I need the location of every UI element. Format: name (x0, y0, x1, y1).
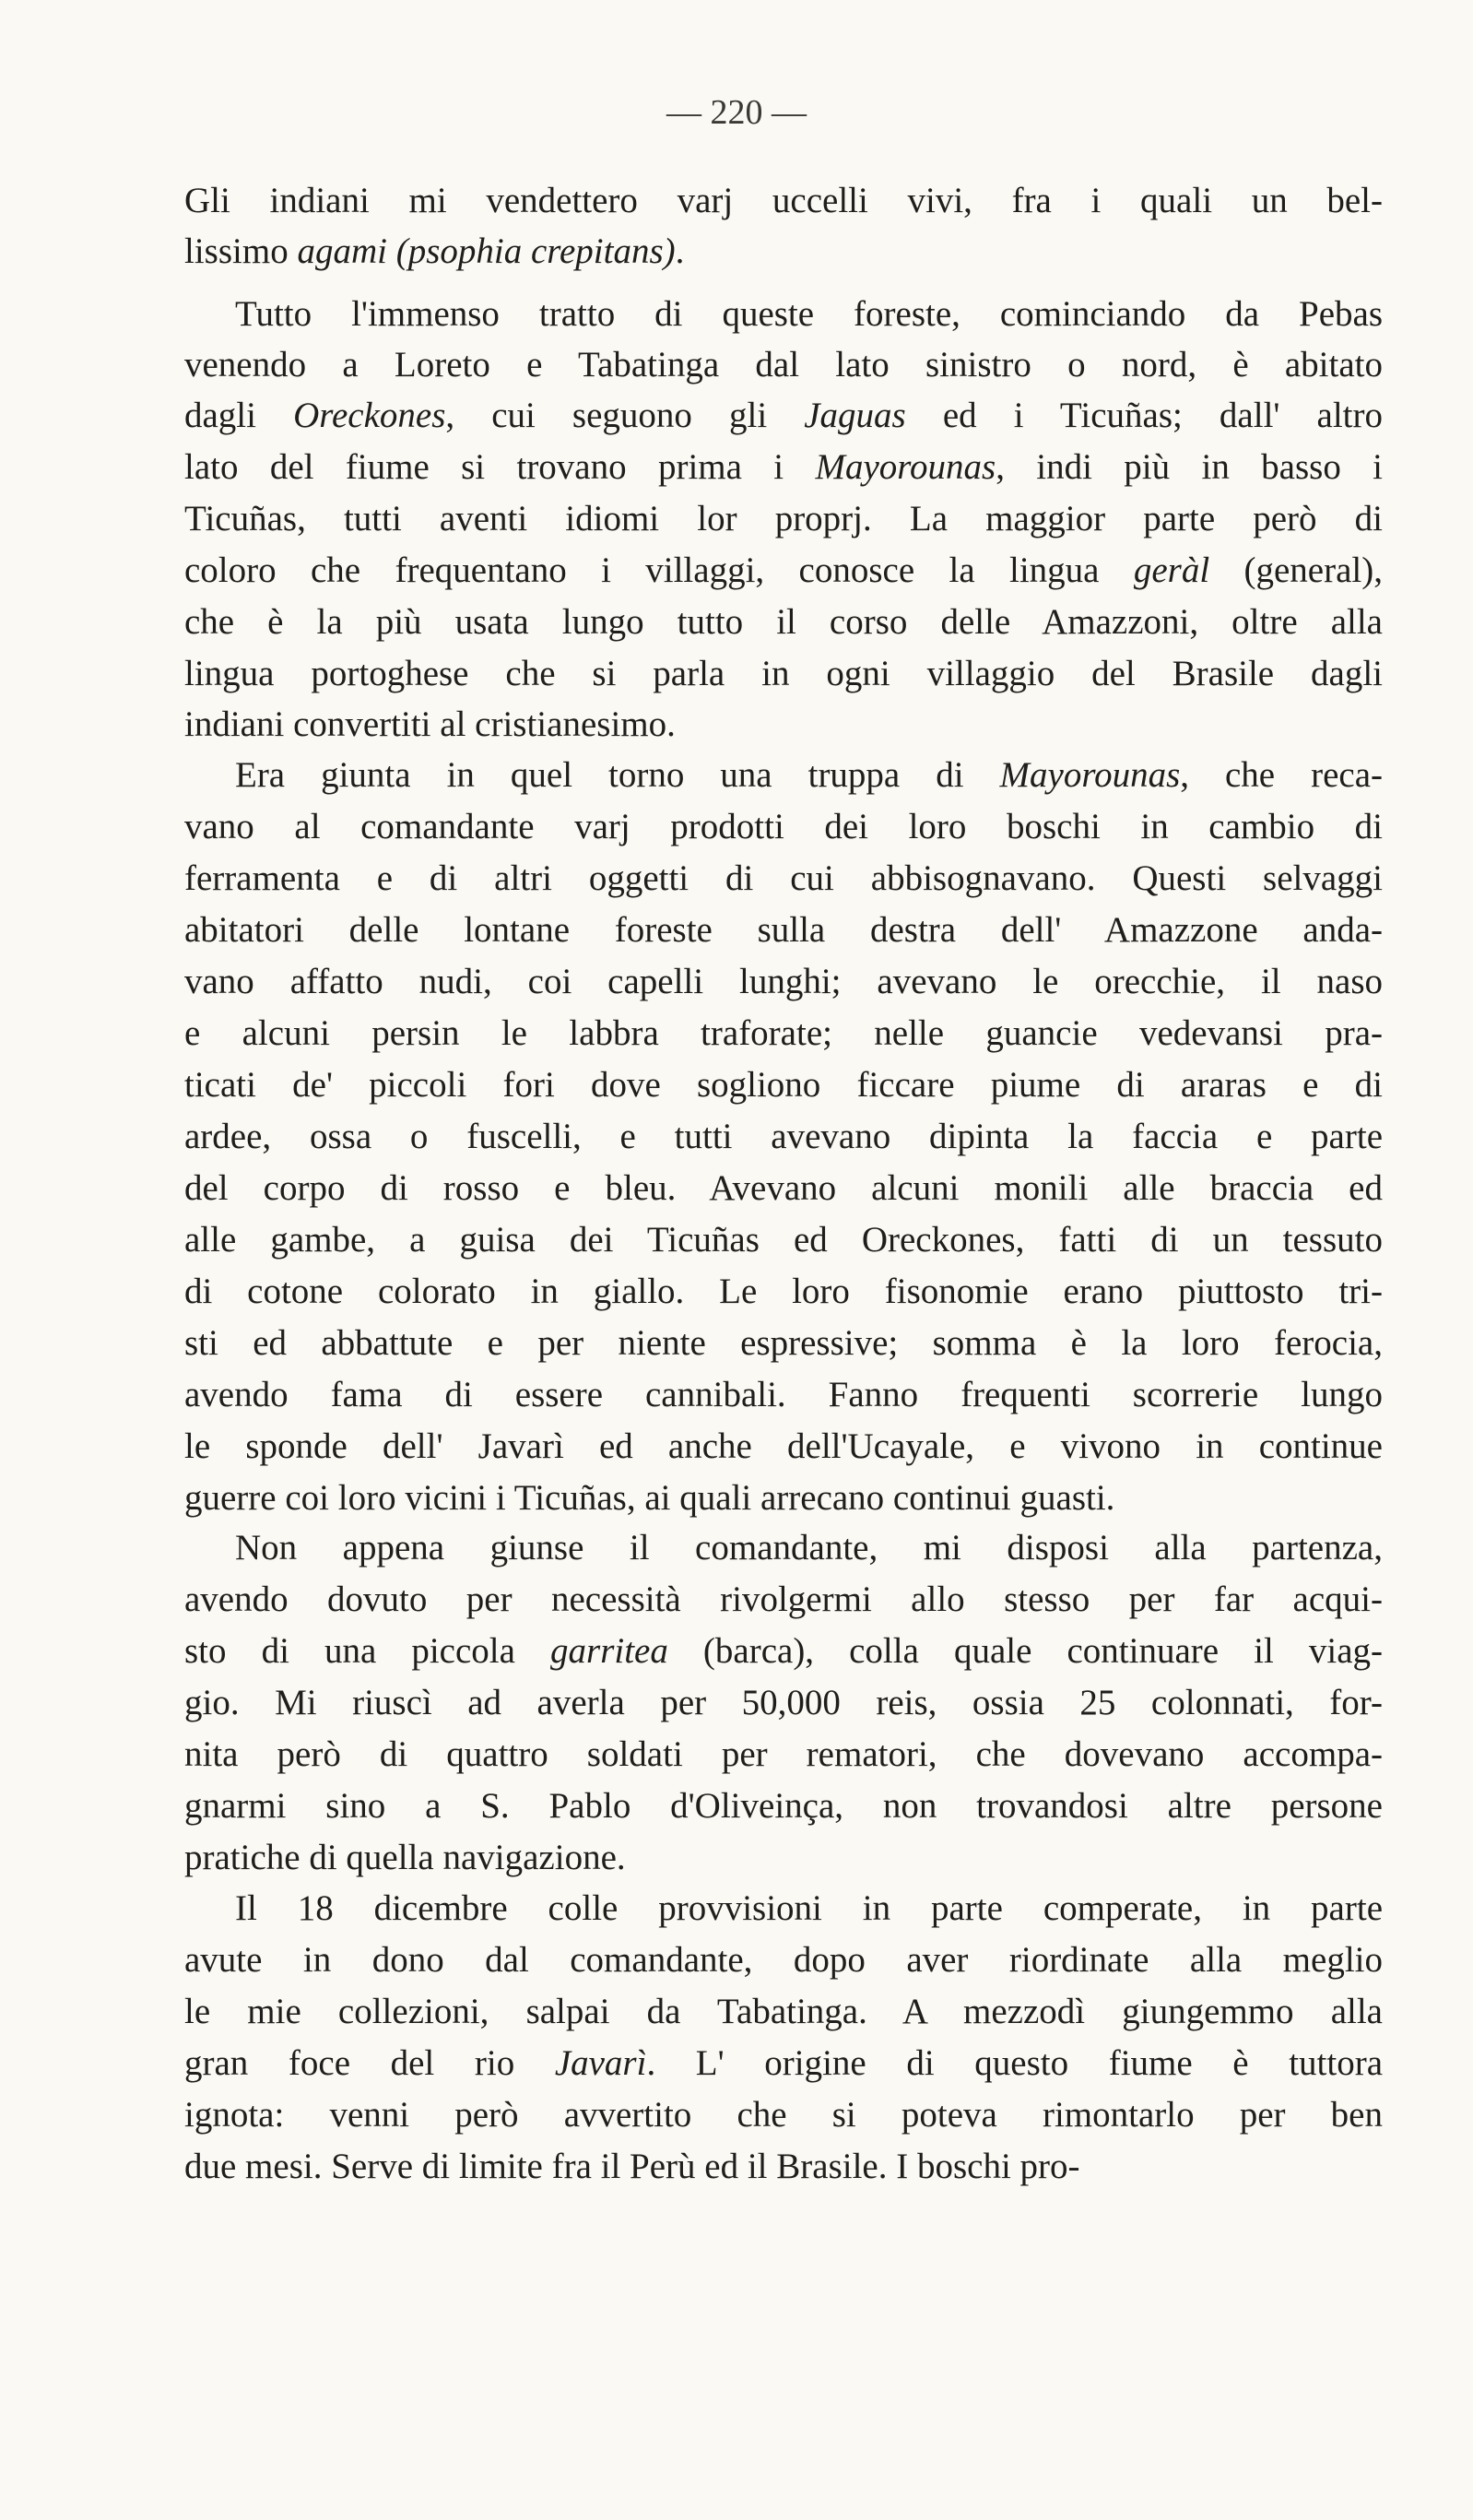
text-segment: (general), (1209, 550, 1383, 590)
text-segment: sti ed abbattute e per niente espressive; somma è la loro ferocia, (184, 1323, 1383, 1363)
text-line (184, 1271, 1383, 1313)
text-segment: Non appena giunse il comandante, mi disposi alla partenza, (235, 1528, 1383, 1568)
text-segment: del corpo di rosso e bleu. Avevano alcuni monili alle braccia ed (184, 1168, 1383, 1208)
text-segment: dagli (184, 396, 294, 435)
text-line (184, 858, 1383, 900)
italic-term: geràl (1133, 550, 1210, 590)
text-segment: che è la più usata lungo tutto il corso delle Amazzoni, oltre alla (184, 602, 1383, 642)
text-line (184, 1939, 1383, 1982)
text-line (184, 1682, 1383, 1724)
page-number: — 220 — (666, 93, 807, 132)
text-segment: . L' origine di questo fiume è tuttora (646, 2043, 1383, 2083)
text-line (184, 909, 1383, 952)
text-line (184, 653, 1383, 695)
text-segment: gio. Mi riuscì ad averla per 50,000 reis, ossia 25 colonnati, for- (184, 1683, 1383, 1722)
text-segment: due mesi. Serve di limite fra il Perù ed il Brasile. I boschi pro- (184, 2147, 1080, 2186)
text-segment: venendo a Loreto e Tabatinga dal lato sinistro o nord, è abitato (184, 345, 1383, 385)
text-line (184, 754, 1383, 797)
text-segment: gran foce del rio (184, 2043, 555, 2083)
text-segment: vano affatto nudi, coi capelli lunghi; avevano le orecchie, il naso (184, 962, 1383, 1001)
text-line (184, 231, 1383, 273)
text-segment: coloro che frequentano i villaggi, conosce la lingua (184, 550, 1134, 590)
text-segment: avendo fama di essere cannibali. Fanno frequenti scorrerie lungo (184, 1375, 1383, 1414)
text-segment: ticati de' piccoli fori dove sogliono ficcare piume di araras e di (184, 1065, 1383, 1105)
text-line (184, 1064, 1383, 1106)
text-line (184, 550, 1383, 592)
text-line (184, 1991, 1383, 2033)
text-segment: nita però di quattro soldati per rematori, che dovevano accompa- (184, 1734, 1383, 1774)
text-segment: ardee, ossa o fuscelli, e tutti avevano dipinta la faccia e parte (184, 1117, 1383, 1156)
text-segment: le mie collezioni, salpai da Tabatinga. A mezzodì giungemmo alla (184, 1992, 1383, 2031)
text-segment: sto di una piccola (184, 1631, 551, 1671)
text-segment: gnarmi sino a S. Pablo d'Oliveinça, non trovandosi altre persone (184, 1786, 1383, 1826)
text-segment: avute in dono dal comandante, dopo aver riordinate alla meglio (184, 1940, 1383, 1980)
text-line (184, 1426, 1383, 1468)
text-line (184, 1579, 1383, 1621)
text-segment: ignota: venni però avvertito che si poteva rimontarlo per ben (184, 2095, 1383, 2135)
text-line (184, 806, 1383, 848)
text-line (184, 293, 1383, 336)
text-segment: lato del fiume si trovano prima i (184, 447, 816, 487)
text-line (184, 498, 1383, 540)
text-line (184, 2042, 1383, 2085)
text-line (184, 1630, 1383, 1673)
text-segment: , indi più in basso i (996, 447, 1383, 487)
text-line (184, 1837, 1383, 1879)
text-segment: , che reca- (1180, 755, 1383, 795)
text-segment: ferramenta e di altri oggetti di cui abbisognavano. Questi selvaggi (184, 858, 1383, 898)
text-segment: Gli indiani mi vendettero varj uccelli vivi, fra i quali un bel- (184, 181, 1383, 220)
text-segment: . (675, 231, 685, 271)
italic-term: Mayorounas (815, 447, 996, 487)
text-line (184, 601, 1383, 644)
text-segment: lingua portoghese che si parla in ogni villaggio del Brasile dagli (184, 654, 1383, 693)
text-segment: vano al comandante varj prodotti dei loro boschi in cambio di (184, 807, 1383, 846)
italic-term: garritea (550, 1631, 668, 1671)
text-line (184, 1167, 1383, 1210)
text-segment: pratiche di quella navigazione. (184, 1838, 626, 1877)
text-line (184, 1219, 1383, 1261)
text-line (184, 2094, 1383, 2136)
text-segment: lissimo (184, 231, 298, 271)
text-segment: indiani convertiti al cristianesimo. (184, 704, 676, 744)
text-segment: Ticuñas, tutti aventi idiomi lor proprj. La maggior parte però di (184, 499, 1383, 538)
text-segment: Tutto l'immenso tratto di queste foreste, cominciando da Pebas (235, 294, 1383, 334)
text-segment: ed i Ticuñas; dall' altro (905, 396, 1383, 435)
text-line (184, 1012, 1383, 1055)
text-line (184, 1887, 1383, 1930)
italic-term: Mayorounas (999, 755, 1181, 795)
italic-term: Javarì (554, 2043, 647, 2083)
text-segment: (barca), colla quale continuare il viag- (667, 1631, 1383, 1671)
italic-term: agami (psophia crepitans) (297, 231, 676, 271)
text-line (184, 446, 1383, 489)
text-line (184, 1733, 1383, 1776)
text-line (184, 1322, 1383, 1365)
text-line (184, 1116, 1383, 1158)
text-line (184, 1785, 1383, 1828)
text-line (184, 344, 1383, 386)
text-line (184, 961, 1383, 1003)
text-segment: alle gambe, a guisa dei Ticuñas ed Oreckones, fatti di un tessuto (184, 1220, 1383, 1260)
text-segment: guerre coi loro vicini i Ticuñas, ai quali arrecano continui guasti. (184, 1478, 1115, 1518)
text-segment: avendo dovuto per necessità rivolgermi allo stesso per far acqui- (184, 1579, 1383, 1619)
text-segment: le sponde dell' Javarì ed anche dell'Ucayale, e vivono in continue (184, 1426, 1383, 1466)
text-line (184, 1374, 1383, 1416)
text-line (184, 1477, 1383, 1520)
text-line (184, 180, 1383, 222)
text-line (184, 704, 1383, 746)
text-line (184, 395, 1383, 437)
text-segment: e alcuni persin le labbra traforate; nelle guancie vedevansi pra- (184, 1013, 1383, 1053)
text-line (184, 1527, 1383, 1569)
text-segment: Era giunta in quel torno una truppa di (235, 755, 1000, 795)
text-segment: di cotone colorato in giallo. Le loro fisonomie erano piuttosto tri- (184, 1272, 1383, 1311)
text-line (184, 2146, 1383, 2188)
text-segment: abitatori delle lontane foreste sulla destra dell' Amazzone anda- (184, 910, 1383, 950)
text-segment: Il 18 dicembre colle provvisioni in parte comperate, in parte (235, 1888, 1383, 1928)
italic-term: Jaguas (804, 396, 906, 435)
text-segment: , cui seguono gli (445, 396, 805, 435)
italic-term: Oreckones (293, 396, 446, 435)
